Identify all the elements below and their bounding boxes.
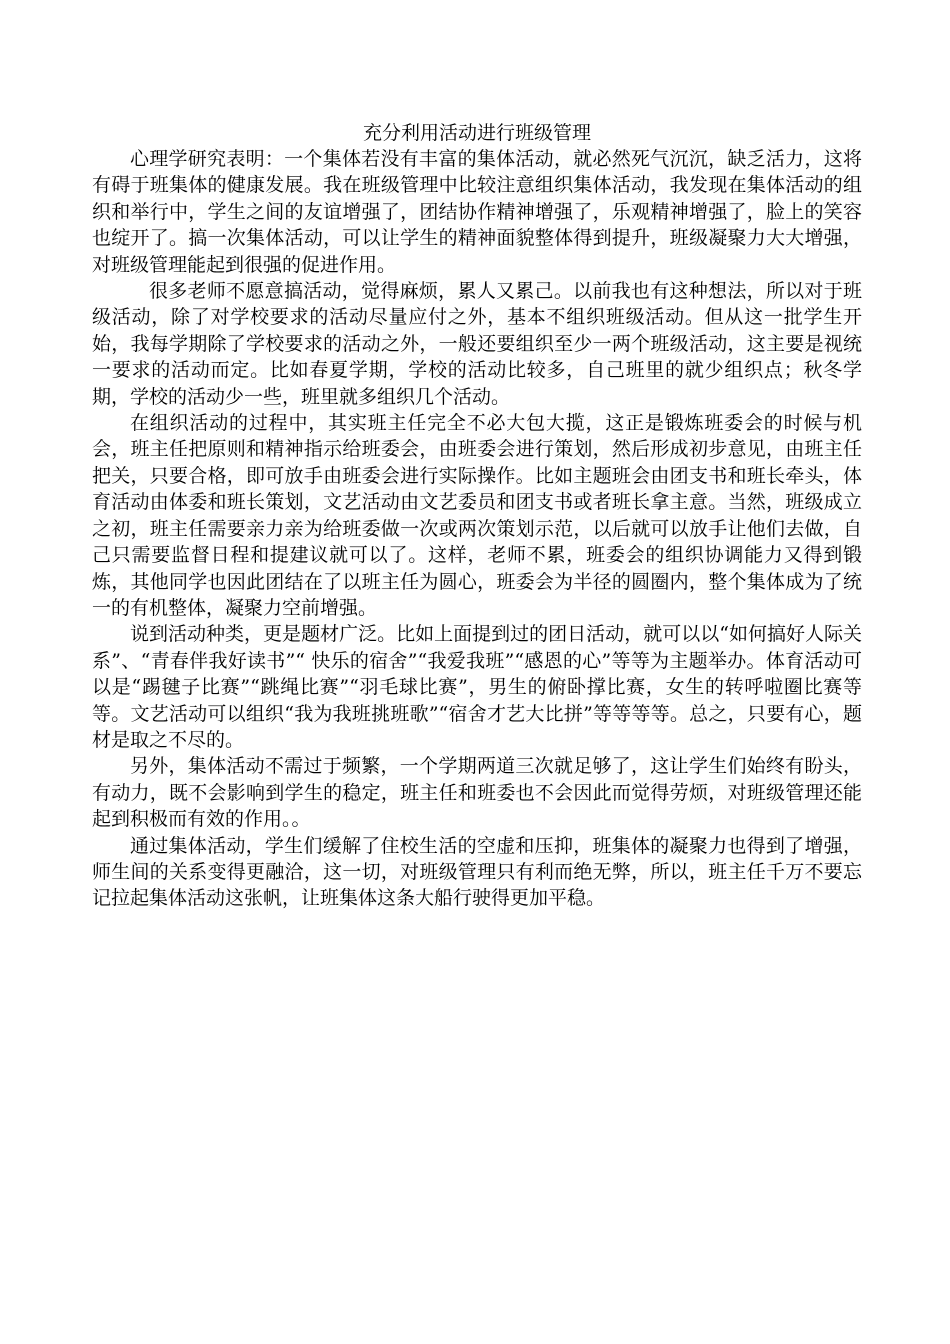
paragraph-intro: 心理学研究表明：一个集体若没有丰富的集体活动，就必然死气沉沉，缺乏活力，这将有碍于班集体的健康发展。我在班级管理中比较注意组织集体活动，我发现在集体活动的组织和举行中，学生之间的友谊增强了，团结协作精神增强了，乐观精神增强了，脸上的笑容也绽开了。搞一次集体活动，可以让学生的精神面貌整体得到提升，班级凝聚力大大增强，对班级管理能起到很强的促进作用。 <box>92 148 862 276</box>
paragraph-conclusion: 通过集体活动，学生们缓解了住校生活的空虚和压抑，班集体的凝聚力也得到了增强，师生间的关系变得更融洽，这一切，对班级管理只有利而绝无弊，所以，班主任千万不要忘记拉起集体活动这张帆，让班集体这条大船行驶得更加平稳。 <box>92 834 862 910</box>
paragraph-class-committee: 在组织活动的过程中，其实班主任完全不必大包大揽，这正是锻炼班委会的时候与机会，班主任把原则和精神指示给班委会，由班委会进行策划，然后形成初步意见，由班主任把关，只要合格，即可放手由班委会进行实际操作。比如主题班会由团支书和班长牵头，体育活动由体委和班长策划，文艺活动由文艺委员和团支书或者班长拿主意。当然，班级成立之初，班主任需要亲力亲为给班委做一次或两次策划示范，以后就可以放手让他们去做，自己只需要监督日程和提建议就可以了。这样，老师不累，班委会的组织协调能力又得到锻炼，其他同学也因此团结在了以班主任为圆心，班委会为半径的圆圈内，整个集体成为了统一的有机整体，凝聚力空前增强。 <box>92 412 862 619</box>
document-title: 充分利用活动进行班级管理 <box>362 122 591 144</box>
document-page <box>92 120 862 912</box>
paragraph-activity-types: 说到活动种类，更是题材广泛。比如上面提到过的团日活动，就可以以“如何搞好人际关系”、“青春伴我好读书”“ 快乐的宿舍”“我爱我班”“感恩的心”等等为主题举办。体育活动可以是“踢毽子比赛”“跳绳比赛”“羽毛球比赛”，男生的俯卧撑比赛，女生的转呼啦圈比赛等等。文艺活动可以组织“我为我班挑班歌”“宿舍才艺大比拼”等等等等。总之，只要有心，题材是取之不尽的。 <box>92 623 862 751</box>
paragraph-frequency: 另外，集体活动不需过于频繁，一个学期两道三次就足够了，这让学生们始终有盼头，有动力，既不会影响到学生的稳定，班主任和班委也不会因此而觉得劳烦，对班级管理还能起到积极而有效的作用。。 <box>92 755 862 831</box>
paragraph-teacher-attitude: 很多老师不愿意搞活动，觉得麻烦，累人又累己。以前我也有这种想法，所以对于班级活动，除了对学校要求的活动尽量应付之外，基本不组织班级活动。但从这一批学生开始，我每学期除了学校要求的活动之外，一般还要组织至少一两个班级活动，这主要是视统一要求的活动而定。比如春夏学期，学校的活动比较多，自己班里的就少组织点；秋冬学期，学校的活动少一些，班里就多组织几个活动。 <box>92 280 862 408</box>
